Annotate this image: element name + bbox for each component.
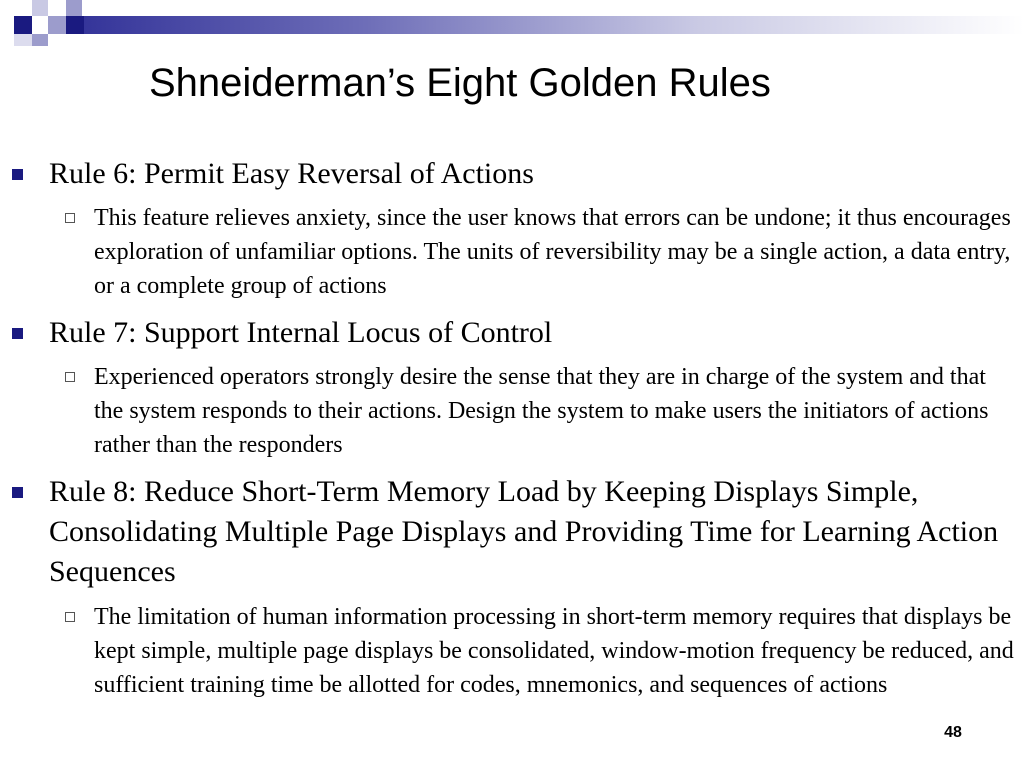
- hollow-square-bullet-icon: [65, 213, 75, 223]
- decor-square-light: [32, 34, 48, 46]
- decor-square-dark: [66, 0, 82, 16]
- decor-square-light: [48, 16, 66, 34]
- slide-title: Shneiderman’s Eight Golden Rules: [149, 61, 771, 105]
- decor-square-dark: [14, 16, 32, 34]
- rule-heading: Rule 8: Reduce Short-Term Memory Load by Keeping Displays Simple, Consolidating Multiple Page Displays and Providing Time for Learning Action Sequences: [49, 475, 999, 588]
- rule-detail: This feature relieves anxiety, since the user knows that errors can be undone; it thus encourages exploration of unfamiliar options. The units of reversibility may be a single action, a data entry, or a complete group of actions: [94, 205, 1011, 299]
- decor-square-dark: [66, 16, 84, 34]
- rule-detail: The limitation of human information processing in short-term memory requires that displays be kept simple, multiple page displays be consolidated, window-motion frequency be reduced, and sufficient training time be allotted for codes, mnemonics, and sequences of actions: [94, 604, 1014, 698]
- rule-heading: Rule 7: Support Internal Locus of Control: [49, 316, 553, 349]
- filled-square-bullet-icon: [12, 487, 23, 498]
- decor-square-light: [32, 0, 48, 16]
- hollow-square-bullet-icon: [65, 372, 75, 382]
- hollow-square-bullet-icon: [65, 612, 75, 622]
- decor-square-light: [14, 34, 32, 46]
- header-decoration: [0, 0, 1024, 46]
- rule-detail: Experienced operators strongly desire the sense that they are in charge of the system and that the system responds to their actions. Design the system to make users the initiators of actions rather than the responders: [94, 364, 989, 458]
- header-gradient-bar: [84, 16, 1024, 34]
- rule-heading: Rule 6: Permit Easy Reversal of Actions: [49, 157, 534, 190]
- filled-square-bullet-icon: [12, 328, 23, 339]
- filled-square-bullet-icon: [12, 169, 23, 180]
- page-number: 48: [944, 724, 962, 741]
